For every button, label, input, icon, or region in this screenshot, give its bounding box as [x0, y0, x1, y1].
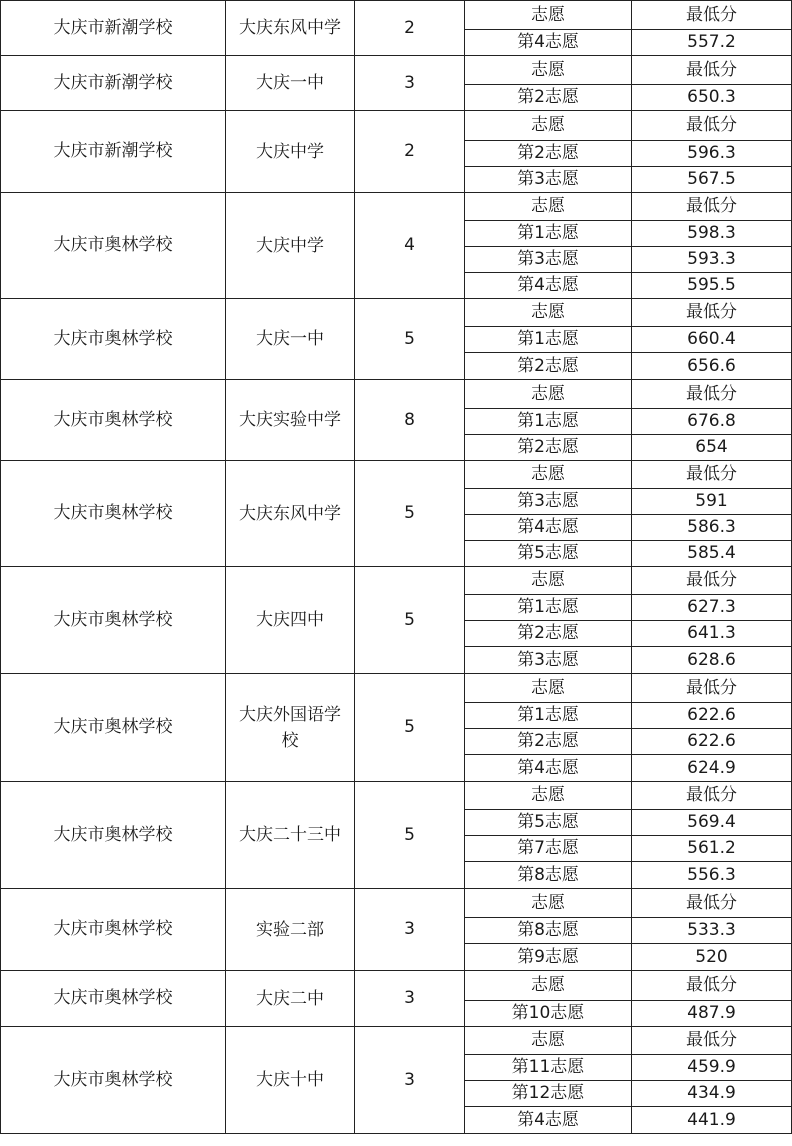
min-score-cell: 441.9: [632, 1107, 792, 1134]
origin-school-cell: 大庆市新潮学校: [1, 111, 226, 193]
target-school-cell: 实验二部: [226, 889, 355, 971]
choice-cell: 第8志愿: [465, 918, 632, 944]
min-score-cell: 660.4: [632, 327, 792, 353]
choice-cell: 第11志愿: [465, 1055, 632, 1081]
table-row: [1, 567, 792, 595]
admitted-count-cell: 3: [355, 1027, 465, 1134]
target-school-cell: 大庆一中: [226, 299, 355, 380]
choice-cell: 第4志愿: [465, 30, 632, 56]
min-score-cell: 656.6: [632, 353, 792, 380]
choice-cell: 第3志愿: [465, 647, 632, 674]
choice-header-cell: 志愿: [465, 674, 632, 703]
table-row: [1, 461, 792, 489]
origin-school-cell: 大庆市奥林学校: [1, 299, 226, 380]
admitted-count-cell: 5: [355, 674, 465, 782]
min-score-cell: 586.3: [632, 515, 792, 541]
min-score-cell: 654: [632, 435, 792, 461]
table-row: [1, 1027, 792, 1055]
choice-cell: 第3志愿: [465, 247, 632, 273]
min-score-cell: 434.9: [632, 1081, 792, 1107]
table-row: [1, 1, 792, 30]
score-header-cell: 最低分: [632, 380, 792, 409]
score-header-cell: 最低分: [632, 674, 792, 703]
table-row: [1, 56, 792, 85]
choice-header-cell: 志愿: [465, 1027, 632, 1055]
score-header-cell: 最低分: [632, 56, 792, 85]
choice-cell: 第2志愿: [465, 621, 632, 647]
choice-cell: 第4志愿: [465, 273, 632, 299]
choice-header-cell: 志愿: [465, 56, 632, 85]
target-school-cell: 大庆十中: [226, 1027, 355, 1134]
min-score-cell: 596.3: [632, 141, 792, 167]
origin-school-cell: 大庆市奥林学校: [1, 889, 226, 971]
min-score-cell: 567.5: [632, 167, 792, 193]
score-header-cell: 最低分: [632, 1, 792, 30]
table-row: [1, 674, 792, 703]
choice-cell: 第2志愿: [465, 729, 632, 755]
min-score-cell: 624.9: [632, 755, 792, 782]
min-score-cell: 569.4: [632, 810, 792, 836]
choice-header-cell: 志愿: [465, 193, 632, 221]
choice-cell: 第2志愿: [465, 353, 632, 380]
table-row: [1, 299, 792, 327]
choice-cell: 第12志愿: [465, 1081, 632, 1107]
choice-cell: 第3志愿: [465, 489, 632, 515]
choice-cell: 第10志愿: [465, 1001, 632, 1027]
choice-header-cell: 志愿: [465, 971, 632, 1001]
min-score-cell: 627.3: [632, 595, 792, 621]
choice-cell: 第1志愿: [465, 703, 632, 729]
choice-cell: 第2志愿: [465, 435, 632, 461]
choice-cell: 第1志愿: [465, 595, 632, 621]
admitted-count-cell: 5: [355, 461, 465, 567]
min-score-cell: 487.9: [632, 1001, 792, 1027]
table-row: [1, 889, 792, 918]
target-school-cell: 大庆实验中学: [226, 380, 355, 461]
choice-cell: 第8志愿: [465, 862, 632, 889]
score-header-cell: 最低分: [632, 971, 792, 1001]
score-header-cell: 最低分: [632, 782, 792, 810]
target-school-cell: 大庆东风中学: [226, 461, 355, 567]
choice-cell: 第3志愿: [465, 167, 632, 193]
admitted-count-cell: 5: [355, 782, 465, 889]
origin-school-cell: 大庆市新潮学校: [1, 56, 226, 111]
origin-school-cell: 大庆市新潮学校: [1, 1, 226, 56]
target-school-cell: 大庆二十三中: [226, 782, 355, 889]
admitted-count-cell: 5: [355, 299, 465, 380]
admitted-count-cell: 3: [355, 889, 465, 971]
choice-cell: 第1志愿: [465, 409, 632, 435]
table-row: [1, 193, 792, 221]
target-school-cell: 大庆一中: [226, 56, 355, 111]
score-header-cell: 最低分: [632, 1027, 792, 1055]
score-header-cell: 最低分: [632, 111, 792, 141]
choice-header-cell: 志愿: [465, 567, 632, 595]
choice-cell: 第5志愿: [465, 541, 632, 567]
min-score-cell: 561.2: [632, 836, 792, 862]
choice-cell: 第4志愿: [465, 755, 632, 782]
score-header-cell: 最低分: [632, 193, 792, 221]
min-score-cell: 533.3: [632, 918, 792, 944]
choice-cell: 第2志愿: [465, 85, 632, 111]
target-school-cell: 大庆二中: [226, 971, 355, 1027]
target-school-cell: 大庆中学: [226, 193, 355, 299]
target-school-cell: 大庆四中: [226, 567, 355, 674]
admitted-count-cell: 3: [355, 56, 465, 111]
table-row: [1, 111, 792, 141]
choice-header-cell: 志愿: [465, 299, 632, 327]
min-score-cell: 676.8: [632, 409, 792, 435]
choice-cell: 第5志愿: [465, 810, 632, 836]
min-score-cell: 595.5: [632, 273, 792, 299]
min-score-cell: 650.3: [632, 85, 792, 111]
origin-school-cell: 大庆市奥林学校: [1, 461, 226, 567]
admitted-count-cell: 2: [355, 1, 465, 56]
choice-header-cell: 志愿: [465, 380, 632, 409]
score-header-cell: 最低分: [632, 461, 792, 489]
min-score-cell: 556.3: [632, 862, 792, 889]
origin-school-cell: 大庆市奥林学校: [1, 674, 226, 782]
target-school-cell: 大庆中学: [226, 111, 355, 193]
table-row: [1, 782, 792, 810]
choice-header-cell: 志愿: [465, 889, 632, 918]
table-body: [1, 1, 792, 1134]
min-score-cell: 622.6: [632, 703, 792, 729]
origin-school-cell: 大庆市奥林学校: [1, 782, 226, 889]
origin-school-cell: 大庆市奥林学校: [1, 1027, 226, 1134]
choice-header-cell: 志愿: [465, 1, 632, 30]
min-score-cell: 591: [632, 489, 792, 515]
choice-header-cell: 志愿: [465, 111, 632, 141]
min-score-cell: 459.9: [632, 1055, 792, 1081]
admitted-count-cell: 8: [355, 380, 465, 461]
min-score-cell: 598.3: [632, 221, 792, 247]
choice-header-cell: 志愿: [465, 782, 632, 810]
choice-cell: 第1志愿: [465, 221, 632, 247]
min-score-cell: 641.3: [632, 621, 792, 647]
choice-cell: 第9志愿: [465, 944, 632, 971]
choice-header-cell: 志愿: [465, 461, 632, 489]
admitted-count-cell: 4: [355, 193, 465, 299]
origin-school-cell: 大庆市奥林学校: [1, 380, 226, 461]
score-header-cell: 最低分: [632, 299, 792, 327]
target-school-cell: 大庆东风中学: [226, 1, 355, 56]
min-score-cell: 520: [632, 944, 792, 971]
score-header-cell: 最低分: [632, 889, 792, 918]
min-score-cell: 593.3: [632, 247, 792, 273]
choice-cell: 第1志愿: [465, 327, 632, 353]
choice-cell: 第2志愿: [465, 141, 632, 167]
choice-cell: 第7志愿: [465, 836, 632, 862]
min-score-cell: 585.4: [632, 541, 792, 567]
table-row: [1, 380, 792, 409]
origin-school-cell: 大庆市奥林学校: [1, 971, 226, 1027]
choice-cell: 第4志愿: [465, 515, 632, 541]
admitted-count-cell: 5: [355, 567, 465, 674]
table-row: [1, 971, 792, 1001]
admitted-count-cell: 3: [355, 971, 465, 1027]
origin-school-cell: 大庆市奥林学校: [1, 567, 226, 674]
min-score-cell: 622.6: [632, 729, 792, 755]
admitted-count-cell: 2: [355, 111, 465, 193]
min-score-cell: 628.6: [632, 647, 792, 674]
choice-cell: 第4志愿: [465, 1107, 632, 1134]
origin-school-cell: 大庆市奥林学校: [1, 193, 226, 299]
score-header-cell: 最低分: [632, 567, 792, 595]
target-school-cell: 大庆外国语学校: [226, 674, 355, 782]
min-score-cell: 557.2: [632, 30, 792, 56]
